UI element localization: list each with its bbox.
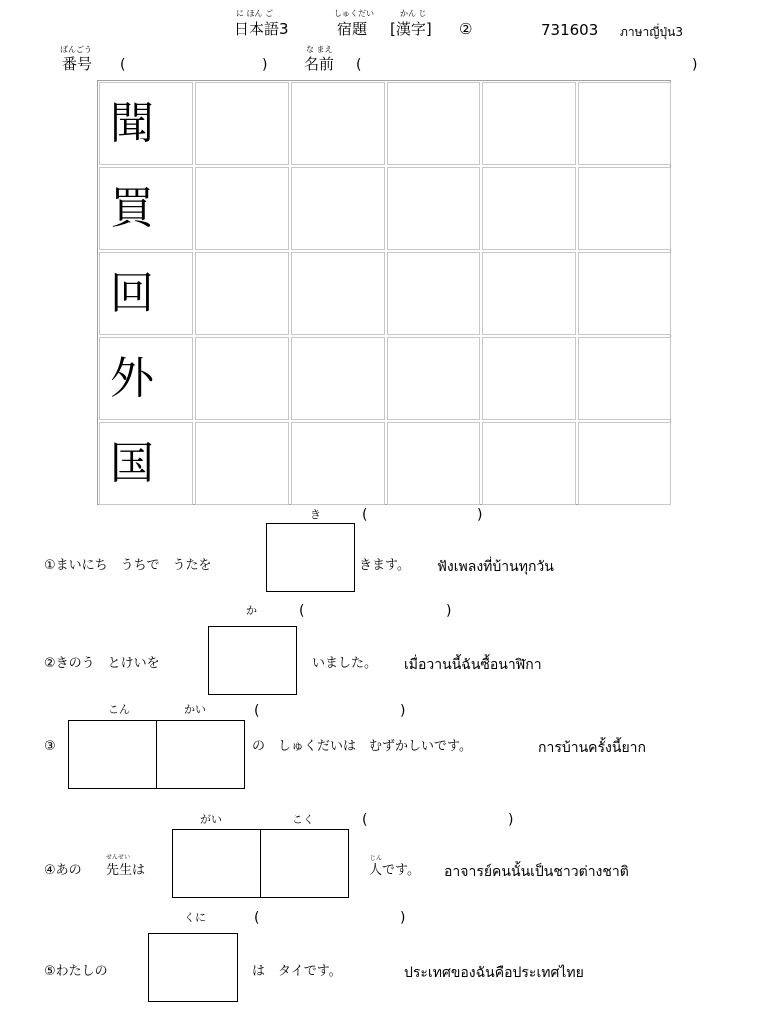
number-ruby: ばんごう: [60, 45, 92, 54]
reading-open-paren: (: [362, 812, 368, 828]
worksheet-number: ②: [459, 20, 473, 38]
question-prefix: ③: [44, 739, 56, 754]
answer-box[interactable]: [266, 523, 355, 592]
kanji-character: 国: [110, 437, 154, 489]
question-prefix: ②きのう とけいを: [44, 656, 160, 671]
practice-cell[interactable]: [482, 337, 576, 420]
thai-translation: ฟังเพลงที่บ้านทุกวัน: [437, 559, 554, 575]
question-suffix: は タイです。: [252, 964, 342, 979]
reading-close-paren: ): [508, 812, 514, 828]
reading-open-paren: (: [299, 603, 305, 619]
number-close-paren: ): [262, 57, 268, 73]
practice-cell[interactable]: [291, 82, 385, 165]
practice-cell[interactable]: [387, 167, 480, 250]
practice-cell[interactable]: [387, 82, 480, 165]
answer-box[interactable]: [208, 626, 297, 695]
kanji-character: 外: [110, 352, 154, 404]
name-ruby: な まえ: [306, 45, 333, 54]
practice-cell[interactable]: [578, 337, 671, 420]
name-open-paren: (: [356, 57, 362, 73]
kanji-model-cell: [99, 167, 193, 250]
answer-ruby: くに: [184, 911, 206, 924]
question-prefix: ⑤わたしの: [44, 964, 108, 979]
answer-box[interactable]: [148, 933, 238, 1002]
kanji-character: 回: [110, 267, 154, 319]
thai-translation: อาจารย์คนนั้นเป็นชาวต่างชาติ: [444, 864, 629, 880]
course-thai: ภาษาญี่ปุ่น3: [620, 25, 683, 39]
question-suffix: きます。: [359, 558, 410, 573]
person-ruby: じん: [370, 855, 383, 862]
title-ruby: に ほん ご: [236, 9, 274, 18]
kanji-character: 買: [110, 182, 154, 234]
homework-ruby: しゅくだい: [334, 9, 374, 18]
practice-cell[interactable]: [482, 252, 576, 335]
name-label: 名前: [304, 55, 335, 73]
question-prefix: ④あの: [44, 863, 82, 878]
practice-cell[interactable]: [291, 422, 385, 505]
practice-cell[interactable]: [387, 337, 480, 420]
reading-close-paren: ): [477, 507, 483, 523]
answer-ruby: かい: [184, 703, 206, 716]
thai-translation: ประเทศของฉันคือประเทศไทย: [404, 965, 584, 981]
answer-box[interactable]: [68, 720, 157, 789]
kanji-character: 聞: [110, 97, 154, 149]
practice-cell[interactable]: [482, 422, 576, 505]
practice-cell[interactable]: [195, 167, 289, 250]
homework-label: 宿題: [337, 20, 368, 38]
thai-translation: เมื่อวานนี้ฉันซื้อนาฬิกา: [404, 657, 542, 673]
reading-close-paren: ): [400, 910, 406, 926]
practice-cell[interactable]: [387, 252, 480, 335]
teacher-ruby: せんせい: [106, 854, 131, 861]
question-prefix: ①まいにち うちで うたを: [44, 558, 212, 573]
kanji-tag: [漢字]: [390, 20, 432, 38]
answer-box[interactable]: [172, 829, 261, 898]
kanji-model-cell: [99, 422, 193, 505]
number-label: 番号: [62, 55, 93, 73]
reading-close-paren: ): [446, 603, 452, 619]
answer-ruby: がい: [200, 813, 222, 826]
reading-open-paren: (: [362, 507, 368, 523]
practice-cell[interactable]: [578, 422, 671, 505]
answer-ruby: こん: [108, 703, 130, 716]
number-open-paren: (: [120, 57, 126, 73]
kanji-practice-grid: [97, 80, 671, 505]
course-code: 731603: [541, 21, 599, 39]
question-suffix: いました。: [312, 656, 378, 671]
practice-cell[interactable]: [291, 252, 385, 335]
name-close-paren: ): [692, 57, 698, 73]
practice-cell[interactable]: [195, 252, 289, 335]
kanji-model-cell: [99, 82, 193, 165]
practice-cell[interactable]: [578, 252, 671, 335]
reading-open-paren: (: [254, 703, 260, 719]
thai-translation: การบ้านครั้งนี้ยาก: [538, 740, 647, 756]
answer-ruby: き: [310, 508, 321, 521]
kanji-model-cell: [99, 252, 193, 335]
question-prefix-teacher: 先生は: [106, 863, 146, 878]
practice-cell[interactable]: [291, 167, 385, 250]
reading-close-paren: ): [400, 703, 406, 719]
practice-cell[interactable]: [482, 82, 576, 165]
kanji-ruby: かん じ: [400, 9, 427, 18]
practice-cell[interactable]: [482, 167, 576, 250]
kanji-model-cell: [99, 337, 193, 420]
practice-cell[interactable]: [195, 337, 289, 420]
question-suffix: の しゅくだいは むずかしいです。: [252, 739, 472, 754]
practice-cell[interactable]: [291, 337, 385, 420]
worksheet-title: 日本語3: [234, 20, 289, 38]
answer-box[interactable]: [260, 829, 349, 898]
question-suffix: 人です。: [369, 863, 420, 878]
answer-box[interactable]: [156, 720, 245, 789]
practice-cell[interactable]: [195, 82, 289, 165]
reading-open-paren: (: [254, 910, 260, 926]
practice-cell[interactable]: [387, 422, 480, 505]
practice-cell[interactable]: [578, 82, 671, 165]
answer-ruby: か: [246, 604, 257, 617]
practice-cell[interactable]: [195, 422, 289, 505]
practice-cell[interactable]: [578, 167, 671, 250]
answer-ruby: こく: [292, 813, 314, 826]
